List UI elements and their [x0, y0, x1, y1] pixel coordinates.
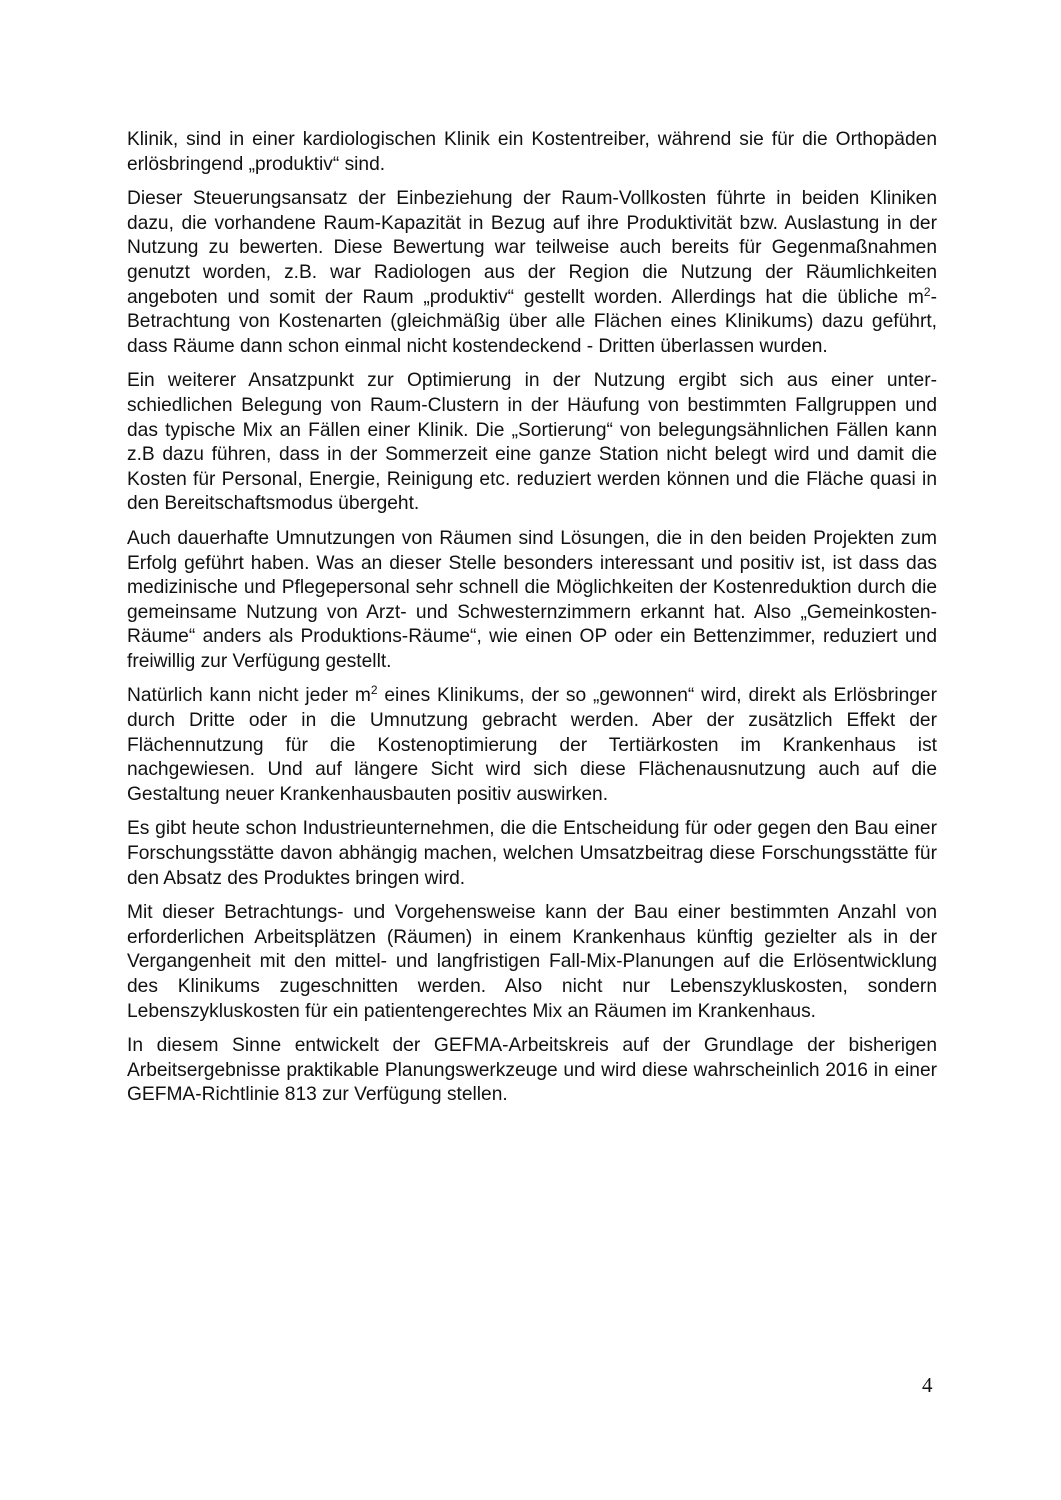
- paragraph-3: Ein weiterer Ansatzpunkt zur Optimierung in der Nutzung ergibt sich aus einer unterschiedlichen Belegung von Raum-Clustern in der Häufung von bestimmten Fallgruppen und das typische Mix an Fällen einer Klinik. Die „Sortierung“ von belegungsähnlichen Fällen kann z.B dazu führen, dass in der Sommerzeit eine ganze Station nicht belegt wird und damit die Kosten für Personal, Energie, Reinigung etc. reduziert werden können und die Fläche quasi in den Bereitschaftsmodus übergeht.: [127, 370, 937, 515]
- paragraph-5-text-a: Natürlich kann nicht jeder m: [127, 685, 371, 707]
- document-body: [127, 128, 937, 1118]
- paragraph-2-text-b: -Betrachtung von Kostenarten (gleichmäßig über alle Flächen eines Klinikums) dazu geführt, dass Räume dann schon einmal nicht kostendeckend - Dritten überlassen wurden.: [127, 286, 937, 357]
- paragraph-5-text-b: eines Klinikums, der so „gewonnen“ wird, direkt als Erlösbringer durch Dritte oder in die Umnutzung gebracht werden. Aber der zusätzlich Effekt der Flächennutzung für die Kostenoptimierung der Tertiärkosten im Krankenhaus ist nachgewiesen. Und auf längere Sicht wird sich diese Flächenausnutzung auch auf die Gestaltung neuer Krankenhausbauten positiv auswirken.: [127, 685, 937, 805]
- paragraph-6: Es gibt heute schon Industrieunternehmen, die die Entscheidung für oder gegen den Bau einer Forschungsstätte davon abhängig machen, welchen Umsatzbeitrag diese Forschungsstätte für den Absatz des Produktes bringen wird.: [127, 818, 937, 889]
- paragraph-1: Klinik, sind in einer kardiologischen Klinik ein Kostentreiber, während sie für die Orthopäden erlösbringend „produktiv“ sind.: [127, 129, 937, 175]
- paragraph-4: Auch dauerhafte Umnutzungen von Räumen sind Lösungen, die in den beiden Projekten zum Erfolg geführt haben. Was an dieser Stelle besonders interessant und positiv ist, ist dass das medizinische und Pflegepersonal sehr schnell die Möglichkeiten der Kostenreduktion durch die gemeinsame Nutzung von Arzt- und Schwesternzimmern erkannt hat. Also „Gemeinkosten-Räume“ anders als Produktions-Räume“, wie einen OP oder ein Bettenzimmer, reduziert und freiwillig zur Verfügung gestellt.: [127, 527, 937, 672]
- superscript-2: 2: [370, 683, 378, 698]
- superscript-2: 2: [923, 284, 931, 299]
- paragraph-2: [127, 187, 937, 359]
- paragraph-2-text-a: Dieser Steuerungsansatz der Einbeziehung der Raum-Vollkosten führte in beiden Kliniken dazu, die vorhandene Raum-Kapazität in Bezug auf ihre Produktivität bzw. Auslastung in der Nutzung zu bewerten. Diese Bewertung war teilweise auch bereits für Gegenmaßnahmen genutzt worden, z.B. war Radiologen aus der Region die Nutzung der Räumlichkeiten angeboten und somit der Raum „produktiv“ gestellt worden. Allerdings hat die übliche m: [127, 188, 937, 308]
- paragraph-7: Mit dieser Betrachtungs- und Vorgehensweise kann der Bau einer bestimmten Anzahl von erforderlichen Arbeitsplätzen (Räumen) in einem Krankenhaus künftig gezielter als in der Vergangenheit mit den mittel- und langfristigen Fall-Mix-Planungen auf die Erlösentwicklung des Klinikums zugeschnitten werden. Also nicht nur Lebenszykluskosten, sondern Lebenszykluskosten für ein patientengerechtes Mix an Räumen im Krankenhaus.: [127, 902, 937, 1022]
- paragraph-8: In diesem Sinne entwickelt der GEFMA-Arbeitskreis auf der Grundlage der bisherigen Arbeitsergebnisse praktikable Planungswerkzeuge und wird diese wahrscheinlich 2016 in einer GEFMA-Richtlinie 813 zur Verfügung stellen.: [127, 1035, 937, 1106]
- paragraph-5: [127, 684, 937, 807]
- page-number: 4: [922, 1373, 933, 1397]
